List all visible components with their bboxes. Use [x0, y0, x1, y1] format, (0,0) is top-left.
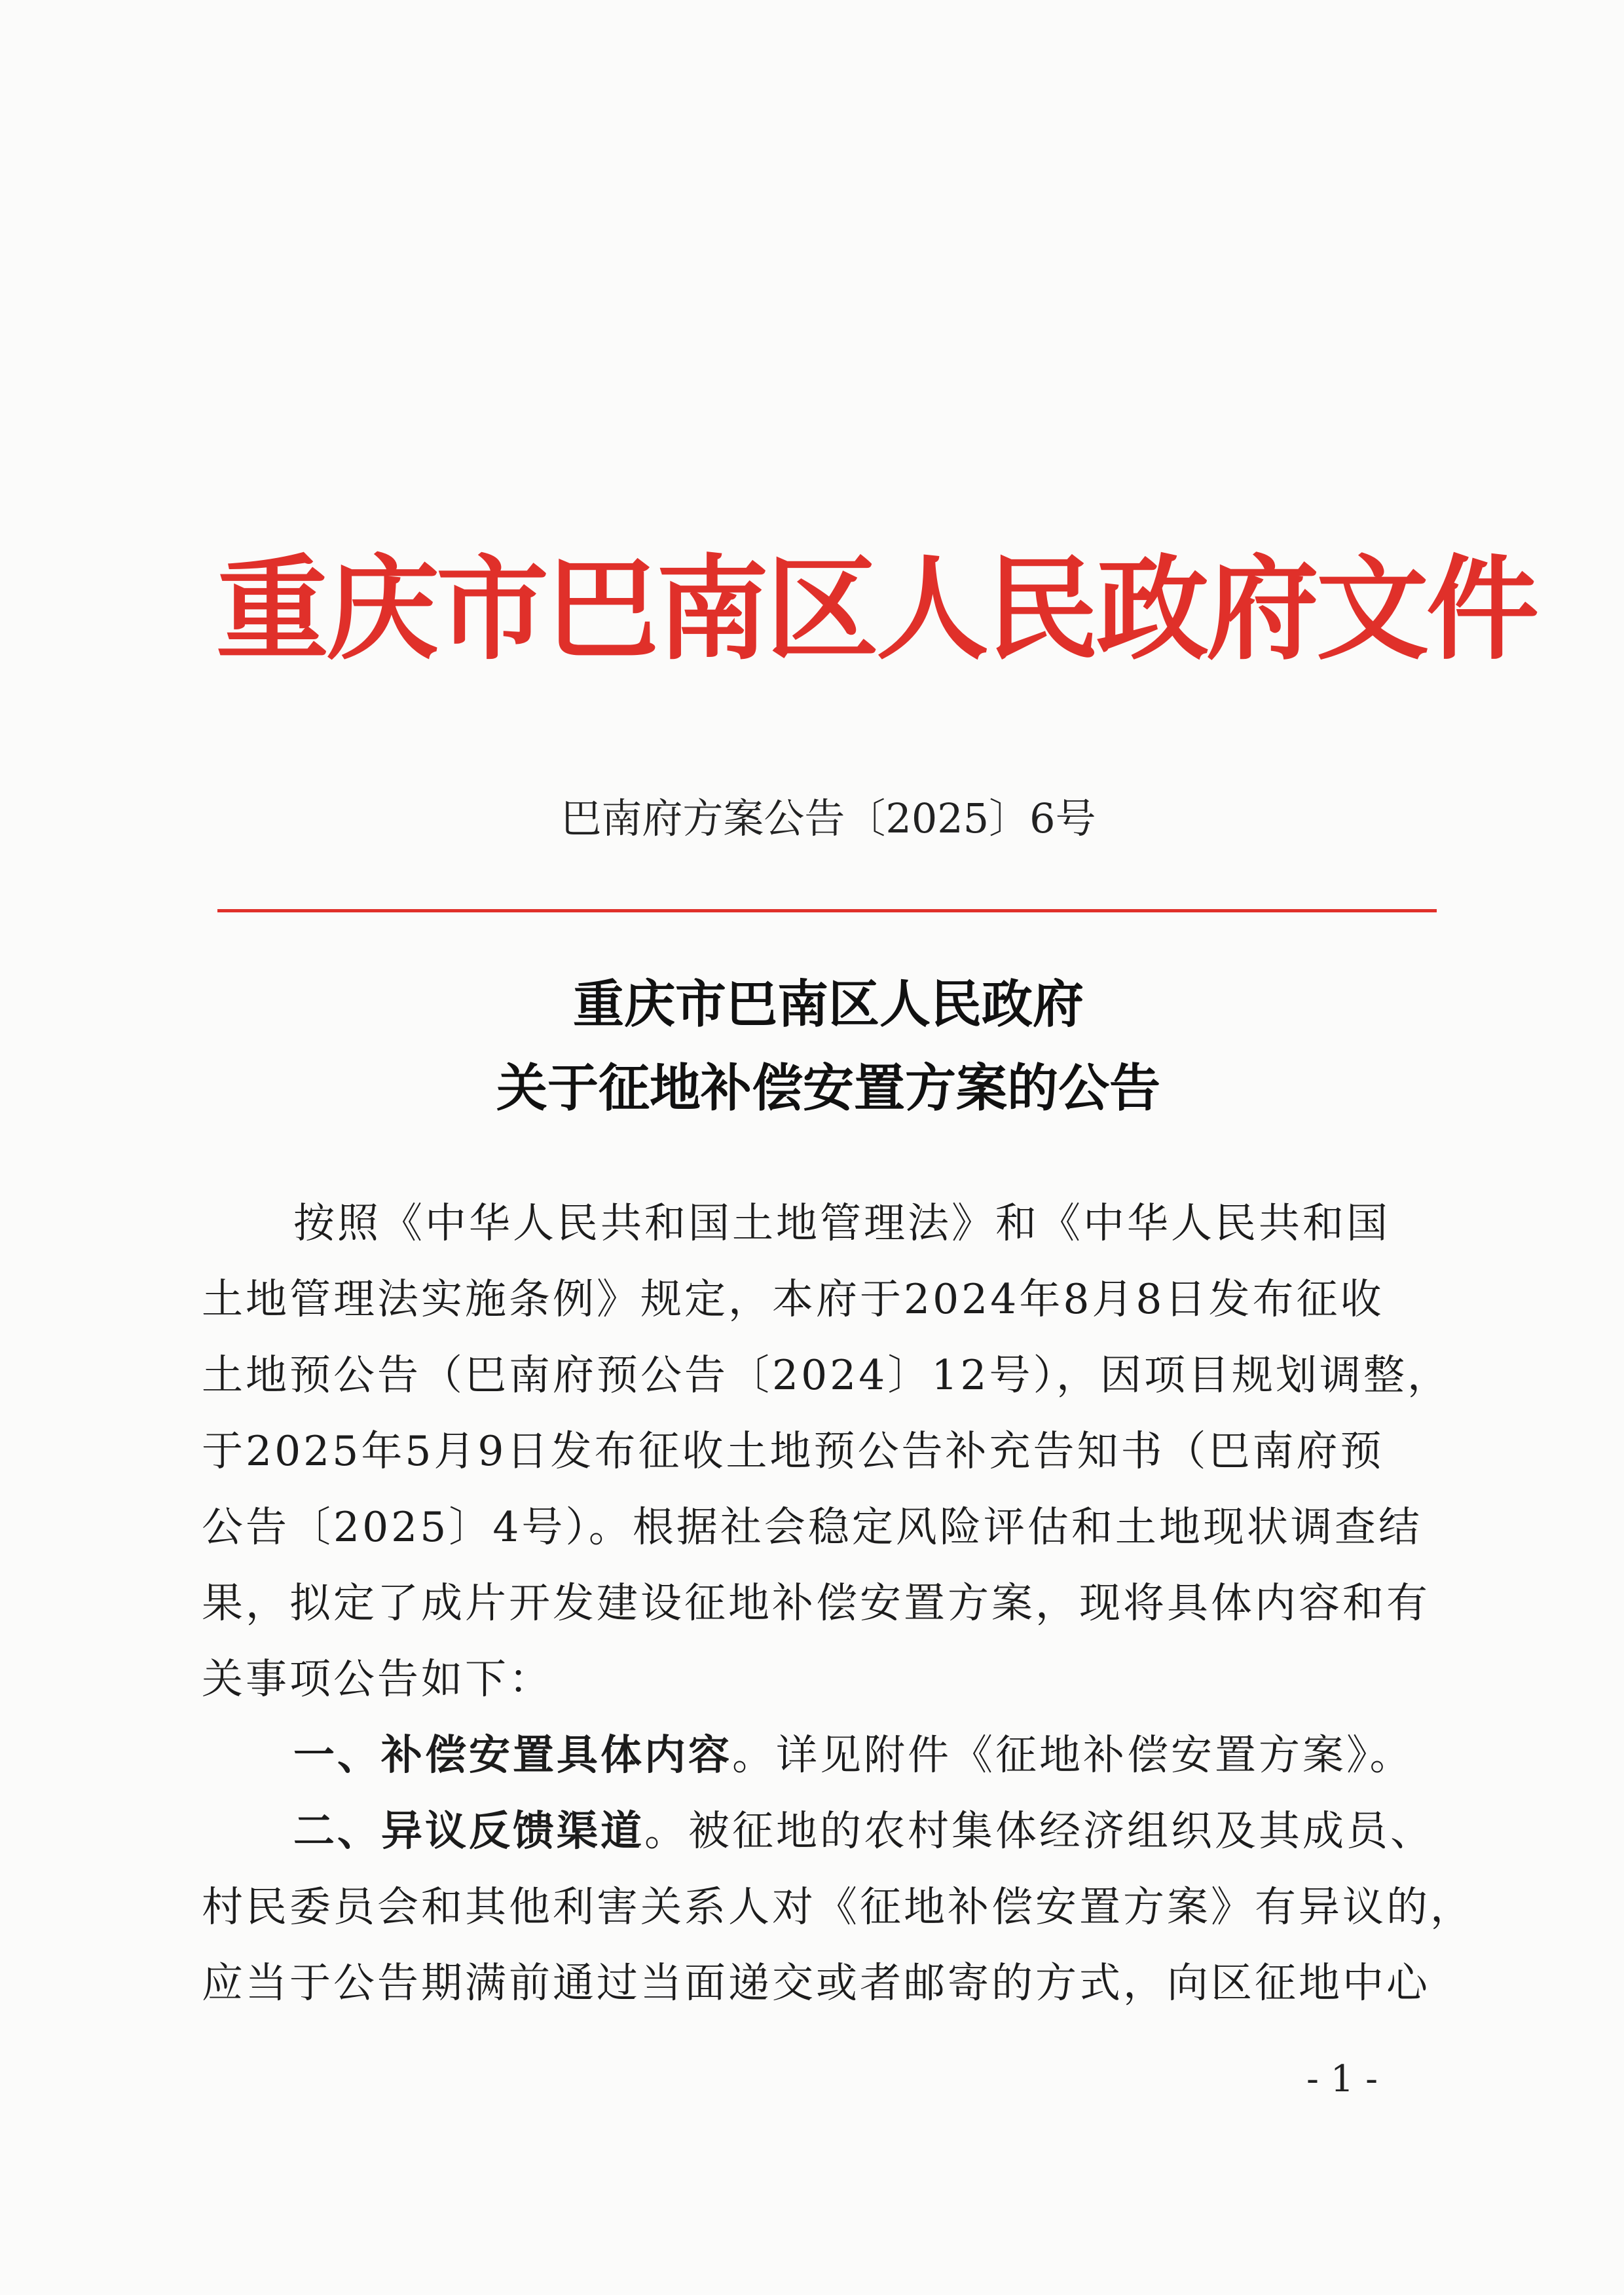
- notice-title-line-1: 重庆市巴南区人民政府: [572, 975, 1084, 1034]
- body-line: 关事项公告如下：: [202, 1655, 553, 1703]
- body-line: 于2025年5月9日发布征收土地预公告补充告知书（巴南府预: [202, 1427, 1384, 1475]
- body-line: 土地管理法实施条例》规定，本府于2024年8月8日发布征收: [202, 1275, 1384, 1323]
- notice-title: [216, 963, 1441, 1130]
- red-divider-line: [217, 909, 1437, 912]
- body-line: 按照《中华人民共和国土地管理法》和《中华人民共和国: [293, 1199, 1390, 1247]
- body-line: 果，拟定了成片开发建设征地补偿安置方案，现将具体内容和有: [202, 1579, 1430, 1627]
- body-line: 应当于公告期满前通过当面递交或者邮寄的方式，向区征地中心: [202, 1959, 1430, 2007]
- notice-body: [202, 1185, 1474, 2021]
- notice-title-line-2: 关于征地补偿安置方案的公告: [496, 1058, 1160, 1118]
- body-line: 公告〔2025〕4号）。根据社会稳定风险评估和土地现状调查结: [202, 1503, 1422, 1551]
- body-line: 土地预公告（巴南府预公告〔2024〕12号），因项目规划调整，: [202, 1351, 1451, 1399]
- document-number: 巴南府方案公告〔2025〕6号: [561, 794, 1096, 842]
- masthead-title: 重庆市巴南区人民政府文件: [216, 542, 1536, 675]
- section-1-text: 。详见附件《征地补偿安置方案》。: [732, 1731, 1414, 1779]
- section-2-heading: 二、异议反馈渠道: [293, 1807, 644, 1855]
- page-number: - 1 -: [1306, 2058, 1378, 2100]
- section-1-heading: 一、补偿安置具体内容: [293, 1731, 732, 1779]
- section-1: [202, 1717, 1413, 1793]
- body-line: 村民委员会和其他利害关系人对《征地补偿安置方案》有异议的，: [202, 1883, 1474, 1931]
- section-2: [202, 1793, 1434, 1869]
- section-2-text: 。被征地的农村集体经济组织及其成员、: [644, 1807, 1434, 1855]
